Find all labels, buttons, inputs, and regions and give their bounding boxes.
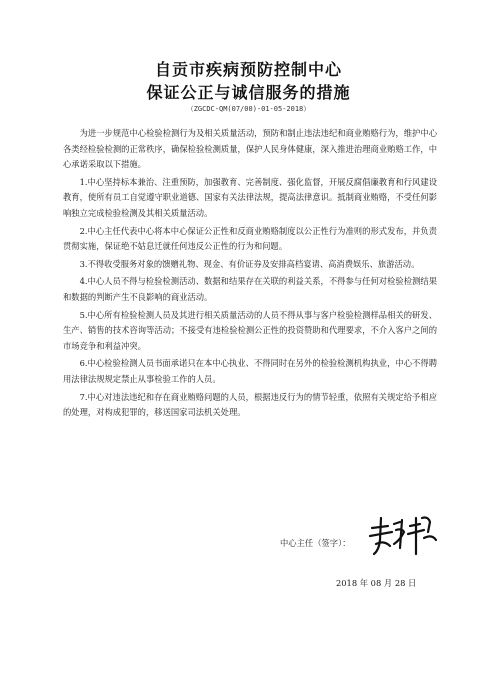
measure-paragraph-4: 4.中心人员不得与检验检测活动、数据和结果存在关联的利益关系，不得参与任何对检验检测结果和数据的判断产生不良影响的商业活动。 [63,276,437,302]
signature-date: 2018 年 08 月 28 日 [336,578,417,588]
handwritten-signature [366,510,444,560]
measure-paragraph-1: 1.中心坚持标本兼治、注重预防，加强教育、完善制度、强化监督，开展反腐倡廉教育和行风建设教育，使所有员工自觉遵守职业道德、国家有关法律法规，提高法律意识。抵制商业贿赂，不受任何影响独立完成检验检测及其相关质量活动。 [63,176,437,218]
measure-paragraph-7: 7.中心对违法违纪和存在商业贿赂问题的人员，根据违反行为的情节轻重，依照有关规定给予相应的处理，对构成犯罪的，移送国家司法机关处理。 [63,391,437,418]
document-title-line2: 保证公正与诚信服务的措施 [146,83,351,102]
document-title-line1: 自贡市疾病预防控制中心 [154,60,342,79]
document-code: （ZGCDC-QM(07/00)-01-05-2018） [186,105,311,113]
measure-paragraph-6: 6.中心检验检测人员书面承诺只在本中心执业、不得同时在另外的检验检测机构执业，中心不得聘用法律法规规定禁止从事检验工作的人员。 [63,358,437,384]
document-body [63,126,437,421]
measure-paragraph-2: 2.中心主任代表中心将本中心保证公正性和反商业贿赂制度以公正性行为准则的形式发布，并负责贯彻实施，保证绝不姑息迁就任何违反公正性的行为和问题。 [63,225,437,252]
measure-paragraph-5: 5.中心所有检验检测人员及其进行相关质量活动的人员不得从事与客户检验检测样品相关的研发、生产、销售的技术咨询等活动；不接受有违检验检测公正性的投资赞助和代理要求，不介入客户之间的市场竞争和利益冲突。 [63,309,437,351]
intro-paragraph: 为进一步规范中心检验检测行为及相关质量活动，预防和制止违法违纪和商业贿赂行为，维护中心各类经检验检测的正常秩序，确保检验检测质量，保护人民身体健康，深入推进治理商业贿赂工作，中心承诺采取以下措施。 [63,128,437,170]
measure-paragraph-3: 3.不得收受服务对象的馈赠礼物、现金、有价证券及安排高档宴请、高消费娱乐、旅游活动。 [79,258,420,269]
signature-label: 中心主任（签字）： [280,538,351,548]
